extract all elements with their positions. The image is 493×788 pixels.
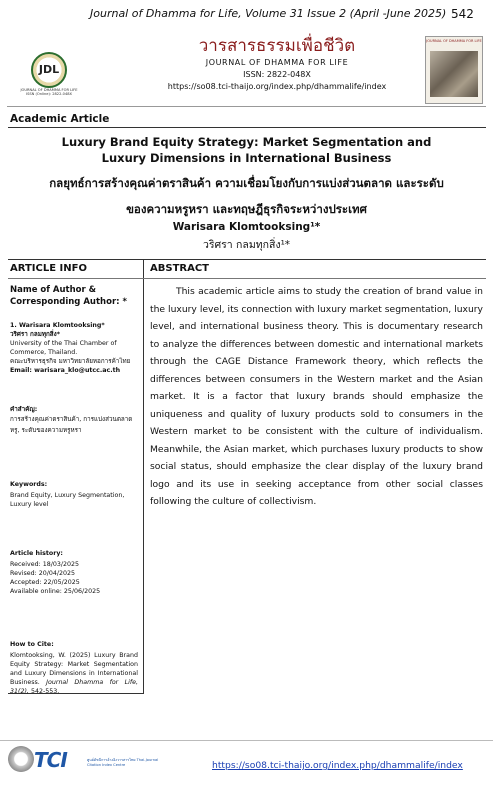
- article-history: [10, 560, 142, 596]
- footer-journal-link[interactable]: https://so08.tci-thaijo.org/index.php/dhammalife/index: [212, 760, 463, 771]
- author-name-en: Warisara Klomtooksing¹*: [172, 221, 321, 233]
- article-title-th: กลยุทธ์การสร้างคุณค่าตราสินค้า ความเชื่อมโยงกับการแบ่งส่วนตลาด และระดับของความหรูหรา และทฤษฎีธุรกิจระหว่างประเทศ: [49, 176, 444, 216]
- tci-logo: [34, 748, 67, 772]
- history-available: Available online: 25/06/2025: [10, 588, 101, 595]
- affiliation-institution-en: University of the Thai Chamber of Commerce, Thailand.: [10, 340, 117, 356]
- affiliation-name-th: วริศรา กลมทุกสิ่ง*: [10, 331, 61, 338]
- journal-issn: ISSN: 2822-048X: [243, 70, 311, 79]
- how-to-cite-heading: How to Cite:: [10, 641, 54, 648]
- footer-divider: [0, 740, 493, 741]
- divider: [8, 127, 486, 128]
- page-number: 542: [451, 7, 474, 21]
- history-received: Received: 18/03/2025: [10, 561, 80, 568]
- keywords-heading: Keywords:: [10, 481, 48, 488]
- citation: [10, 651, 138, 696]
- journal-url[interactable]: https://so08.tci-thaijo.org/index.php/dhammalife/index: [167, 82, 387, 91]
- history-accepted: Accepted: 22/05/2025: [10, 579, 80, 586]
- keywords-en: Brand Equity, Luxury Segmentation, Luxury level: [10, 492, 125, 508]
- tci-logo-text: TCI: [34, 748, 67, 772]
- article-title-en: Luxury Brand Equity Strategy: Market Segmentation and Luxury Dimensions in International Business: [61, 135, 432, 165]
- citation-text: Klomtooksing, W. (2025) Luxury Brand Equity Strategy: Market Segmentation and Luxury Dimensions in International Business.: [10, 652, 138, 686]
- abstract-text: This academic article aims to study the creation of brand value in the luxury level, its connection with luxury market segmentation, luxury level, and international business theory. This is documentary research to analyze the differences between domestic and international markets through the CAGE Distance Framework theory, which reflects the differences between consumers in the Western market and the Asian market. It is a factor that luxury brands should emphasize the uniqueness and quality of luxury products sold to consumers in the Western market to be consistent with the culture of individualism. Meanwhile, the Asian market, which purchases luxury products to show social status, should emphasize the clear display of the luxury brand logo and its use in seeking acceptance from other social classes following the culture of collectivism.: [150, 286, 483, 507]
- author-email[interactable]: Email: warisara_klo@utcc.ac.th: [10, 367, 121, 374]
- journal-cover-image: [425, 36, 483, 104]
- corresponding-author-heading: Name of Author & Corresponding Author: *: [10, 285, 127, 307]
- journal-logo: [19, 52, 79, 96]
- citation-pages: 542-553.: [30, 688, 60, 695]
- author-name-th: วริศรา กลมทุกสิ่ง¹*: [202, 239, 291, 251]
- section-tag: Academic Article: [10, 113, 110, 125]
- article-history-heading: Article history:: [10, 550, 63, 557]
- affiliation-block: [10, 321, 142, 375]
- abstract-heading: ABSTRACT: [150, 263, 209, 274]
- cover-caption: JOURNAL OF DHAMMA FOR LIFE: [426, 39, 482, 43]
- divider: [8, 278, 144, 279]
- article-info-heading: ARTICLE INFO: [10, 263, 87, 274]
- journal-name: JOURNAL OF DHAMMA FOR LIFE: [205, 58, 349, 67]
- affiliation-institution-th: คณะบริหารธุรกิจ มหาวิทยาลัยหอการค้าไทย: [10, 358, 131, 365]
- affiliation-name-en: 1. Warisara Klomtooksing*: [10, 322, 105, 329]
- tci-caption: ศูนย์ดัชนีการอ้างอิงวารสารไทย Thai-Journal Citation Index Centre: [87, 758, 159, 767]
- divider: [8, 259, 486, 260]
- seal-icon: [8, 746, 34, 772]
- column-divider: [143, 259, 144, 693]
- history-revised: Revised: 20/04/2025: [10, 570, 76, 577]
- journal-logo-caption: JOURNAL OF DHAMMA FOR LIFE ISSN (Online): 2822-048X: [20, 88, 78, 96]
- citation-journal: Journal Dhamma for Life, 31(2),: [10, 679, 138, 695]
- keywords-th: การสร้างคุณค่าตราสินค้า, การแบ่งส่วนตลาด หรู, ระดับของความหรูหรา: [10, 416, 133, 434]
- cover-artwork: [430, 51, 478, 97]
- keywords-th-heading: คำสำคัญ:: [10, 406, 38, 413]
- journal-thai-title: วารสารธรรมเพื่อชีวิต: [198, 36, 356, 56]
- journal-logo-icon: JDL: [31, 52, 67, 88]
- journal-masthead: [7, 30, 486, 107]
- running-head: Journal of Dhamma for Life, Volume 31 Issue 2 (April -June 2025): [90, 7, 447, 20]
- divider: [144, 278, 486, 279]
